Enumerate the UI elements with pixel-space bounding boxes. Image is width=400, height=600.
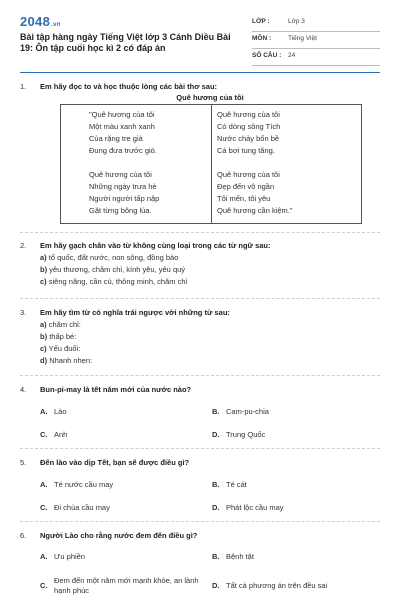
option-letter: A. [40,480,48,489]
poem-line: Của rặng tre già [89,134,143,143]
option-text: Đi chùa cầu may [54,503,110,512]
item-letter: a) [40,253,47,262]
meta-value: 24 [288,52,296,59]
meta-table [252,15,380,66]
header-divider [20,72,380,73]
question-number: 6. [20,531,27,540]
antonym-item-b [40,332,76,341]
option-text: Đem đến một năm mới mạnh khỏe, an lành hạnh phúc [54,576,199,595]
poem-line [217,157,293,169]
question-separator [20,298,380,299]
poem-line: Nước chảy bốn bề [217,134,280,143]
question-separator [20,521,380,522]
antonym-item-c [40,344,80,353]
poem-line: Cá bơi tung tăng. [217,146,275,155]
question-text: Bun-pi-may là tết năm mới của nước nào? [40,385,192,394]
item-letter: b) [40,265,48,274]
worksheet-title: Bài tập hàng ngày Tiếng Việt lớp 3 Cánh Diều Bài 19: Ôn tập cuối học kì 2 có đáp án [20,32,231,53]
item-text: tổ quốc, đất nước, non sông, đồng bào [48,253,179,262]
item-letter: a) [40,320,47,329]
meta-row-count [252,49,380,66]
word-group-c [40,277,187,286]
poem-line [89,157,159,169]
poem-right-column [217,109,293,217]
question-text: Em hãy đọc to và học thuộc lòng các bài thơ sau: [40,82,218,91]
option-letter: A. [40,407,48,416]
item-text: siêng năng, cần cù, thông minh, chăm chỉ [48,277,188,286]
option-text: Phát lộc cầu may [226,503,284,512]
option-letter: C. [40,430,48,439]
option-text: Anh [54,430,68,439]
option-letter: D. [212,430,220,439]
poem-line: Gặt từng bông lúa. [89,206,152,215]
antonym-item-a [40,320,81,329]
meta-label: LỚP : [252,18,270,25]
meta-value: Lớp 3 [288,18,305,25]
item-text: chăm chỉ: [48,320,81,329]
meta-label: SỐ CÂU : [252,52,282,59]
poem-left-column [89,109,159,217]
question-separator [20,375,380,376]
poem-line: Tôi mến, tôi yêu [217,194,271,203]
question-number: 5. [20,458,27,467]
question-text: Người Lào cho rằng nước đem đến điều gì? [40,531,198,540]
option-letter: C. [40,581,48,590]
meta-row-subject [252,32,380,49]
option-letter: B. [212,480,220,489]
item-letter: c) [40,277,47,286]
question-separator [20,232,380,233]
poem-line: Có dòng sông Tích [217,122,281,131]
meta-value: Tiếng Việt [288,35,317,42]
meta-row-grade [252,15,380,32]
item-letter: b) [40,332,48,341]
meta-label: MÔN : [252,35,272,42]
word-group-a [40,253,178,262]
option-letter: C. [40,503,48,512]
question-text: Em hãy gạch chân vào từ không cùng loại trong các từ ngữ sau: [40,241,271,250]
poem-line: Quê hương của tôi [217,170,280,179]
header [20,14,380,64]
item-text: yêu thương, chăm chỉ, kính yêu, yêu quý [49,265,186,274]
question-number: 2. [20,241,27,250]
question-text: Em hãy tìm từ có nghĩa trái ngược với những từ sau: [40,308,230,317]
option-letter: B. [212,552,220,561]
poem-title: Quê hương của tôi [176,93,244,102]
poem-line: "Quê hương của tôi [89,110,155,119]
item-text: Nhanh nhẹn: [49,356,93,365]
poem-line: Một màu xanh xanh [89,122,155,131]
poem-line: Quê hương của tôi [217,110,280,119]
item-text: thấp bé: [49,332,77,341]
poem-line: Đẹp đến vô ngần [217,182,275,191]
option-text: Té cát [226,480,247,489]
option-text: Té nước cầu may [54,480,114,489]
question-text: Đến lào vào dịp Tết, bạn sẽ được điều gì? [40,458,190,467]
option-text: Trung Quốc [226,430,266,439]
option-text: Ưu phiền [54,552,86,561]
question-number: 4. [20,385,27,394]
question-number: 1. [20,82,27,91]
logo-main: 2048 [20,14,51,29]
logo-sub: .vn [51,22,61,28]
option-letter: D. [212,581,220,590]
option-text: Cam-pu-chia [226,407,269,416]
word-group-b [40,265,185,274]
option-letter: A. [40,552,48,561]
poem-line: Quê hương của tôi [89,170,152,179]
option-letter: D. [212,503,220,512]
option-letter: B. [212,407,220,416]
poem-line: Đung đưa trước gió. [89,146,157,155]
item-letter: c) [40,344,47,353]
option-text: Bệnh tật [226,552,254,561]
poem-line: Người người tấp nập [89,194,160,203]
item-text: Yếu đuối: [48,344,81,353]
poem-box [60,104,362,224]
poem-line: Những ngày trưa hè [89,182,157,191]
question-number: 3. [20,308,27,317]
poem-column-divider [211,105,212,223]
item-letter: d) [40,356,48,365]
option-text: Lào [54,407,67,416]
question-separator [20,448,380,449]
antonym-item-d [40,356,92,365]
option-text: Tất cả phương án trên đều sai [226,581,328,590]
site-logo[interactable] [20,14,61,29]
poem-line: Quê hương cần kiệm." [217,206,293,215]
